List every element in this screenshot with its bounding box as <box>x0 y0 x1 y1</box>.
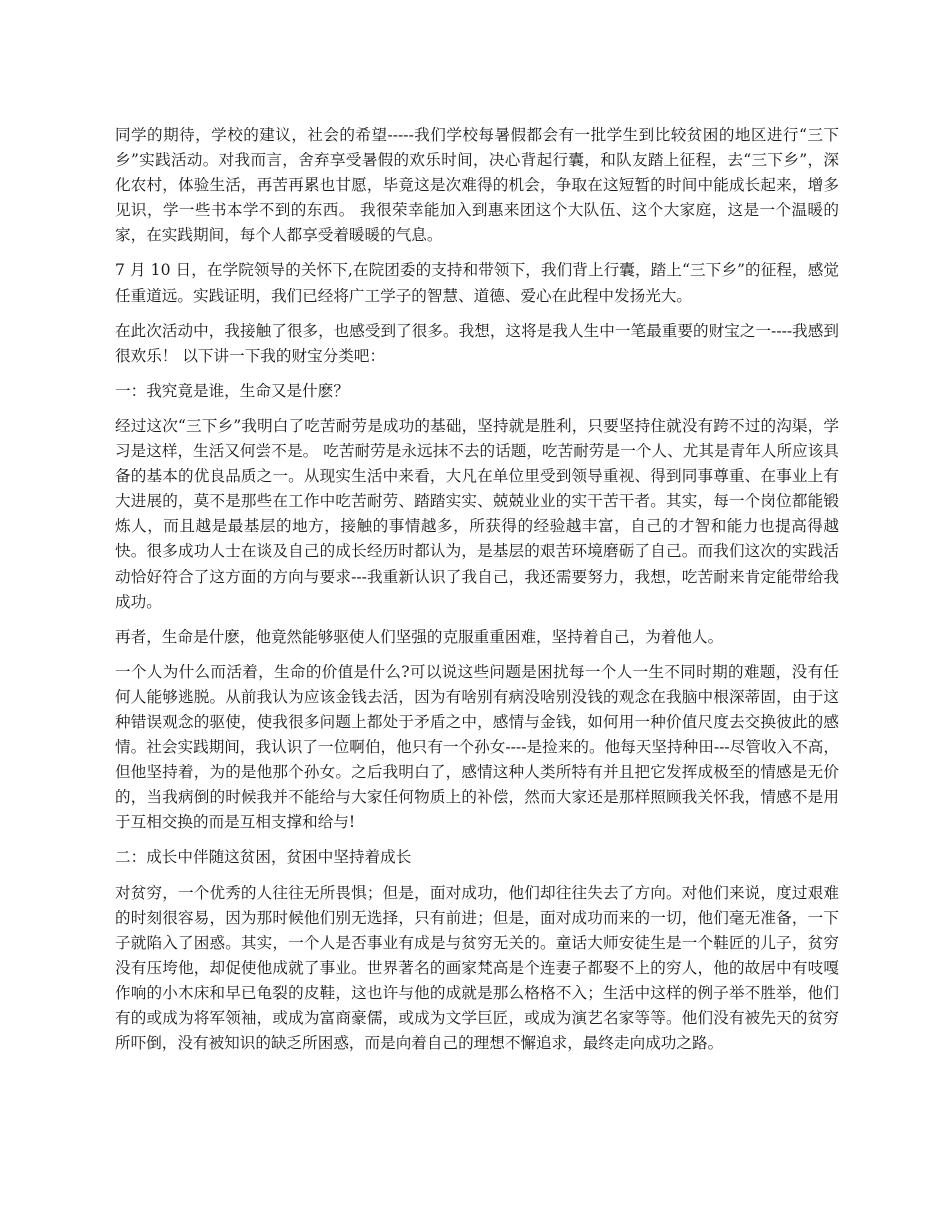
paragraph-what-is-life: 再者，生命是什麽，他竟然能够驱使人们坚强的克服重重困难，坚持着自己，为着他人。 <box>115 627 724 646</box>
paragraph-july-10: 7 月 10 日，在学院领导的关怀下,在院团委的支持和带领下，我们背上行囊，踏上“三下乡”的征程，感觉任重道远。实践证明，我们已经将广工学子的智慧、道德、爱心在此程中发扬光大。 <box>115 261 839 305</box>
document-body <box>115 123 839 1066</box>
paragraph-treasure: 在此次活动中，我接触了很多，也感受到了很多。我想，这将是我人生中一笔最重要的财宝之一----我感到很欢乐！ 以下讲一下我的财宝分类吧： <box>115 321 839 365</box>
paragraph-intro: 同学的期待，学校的建议，社会的希望-----我们学校每暑假都会有一批学生到比较贫困的地区进行“三下乡”实践活动。对我而言，舍弃享受暑假的欢乐时间，决心背起行囊，和队友踏上征程，去“三下乡”，深化农村，体验生活，再苦再累也甘愿，毕竟这是次难得的机会，争取在这短暂的时间中能成长起来，增多见识，学一些书本学不到的东西。 我很荣幸能加入到惠来团这个大队伍、这个大家庭，这是一个温暖的家，在实践期间，每个人都享受着暖暖的气息。 <box>115 126 839 245</box>
paragraph-poverty: 对贫穷，一个优秀的人往往无所畏惧；但是，面对成功，他们却往往失去了方向。对他们来说，度过艰难的时刻很容易，因为那时候他们别无选择，只有前进；但是，面对成功而来的一切，他们毫无准备，一下子就陷入了困惑。其实，一个人是否事业有成是与贫穷无关的。童话大师安徒生是一个鞋匠的儿子，贫穷没有压垮他，却促使他成就了事业。世界著名的画家梵高是个连妻子都娶不上的穷人，他的故居中有吱嘎作响的小木床和早已龟裂的皮鞋，这也许与他的成就是那么格格不入；生活中这样的例子举不胜举，他们有的或成为将军领袖，或成为富商豪儒，或成为文学巨匠，或成为演艺名家等等。他们没有被先天的贫穷所吓倒，没有被知识的缺乏所困惑，而是向着自己的理想不懈追求，最终走向成功之路。 <box>115 883 839 1053</box>
section-heading-one: 一：我究竟是谁，生命又是什麽？ <box>115 381 349 400</box>
section-heading-two: 二：成长中伴随这贫困，贫困中坚持着成长 <box>115 848 412 867</box>
paragraph-hard-work: 经过这次“三下乡”我明白了吃苦耐劳是成功的基础，坚持就是胜利，只要坚持住就没有跨不过的沟渠，学习是这样，生活又何尝不是。 吃苦耐劳是永远抹不去的话题，吃苦耐劳是一个人、尤其是青年人所应该具备的基本的优良品质之一。从现实生活中来看，大凡在单位里受到领导重视、得到同事尊重、在事业上有大进展的，莫不是那些在工作中吃苦耐劳、踏踏实实、兢兢业业的实干苦干者。其实，每一个岗位都能锻炼人，而且越是最基层的地方，接触的事情越多，所获得的经验越丰富，自己的才智和能力也提高得越快。很多成功人士在谈及自己的成长经历时都认为，是基层的艰苦环境磨砺了自己。而我们这次的实践活动恰好符合了这方面的方向与要求---我重新认识了我自己，我还需要努力，我想，吃苦耐来肯定能带给我成功。 <box>115 416 839 611</box>
paragraph-value-of-life: 一个人为什么而活着，生命的价值是什么?可以说这些问题是困扰每一个人一生不同时期的难题，没有任何人能够逃脱。从前我认为应该金钱去活，因为有啥别有病没啥别没钱的观念在我脑中根深蒂固，由于这种错误观念的驱使，使我很多问题上都处于矛盾之中，感情与金钱，如何用一种价值尺度去交换彼此的感情。社会实践期间，我认识了一位啊伯，他只有一个孙女----是捡来的。他每天坚持种田---尽管收入不高，但他坚持着，为的是他那个孙女。之后我明白了，感情这种人类所特有并且把它发挥成极至的情感是无价的，当我病倒的时候我并不能给与大家任何物质上的补偿，然而大家还是那样照顾我关怀我，情感不是用于互相交换的而是互相支撑和给与! <box>115 662 839 832</box>
